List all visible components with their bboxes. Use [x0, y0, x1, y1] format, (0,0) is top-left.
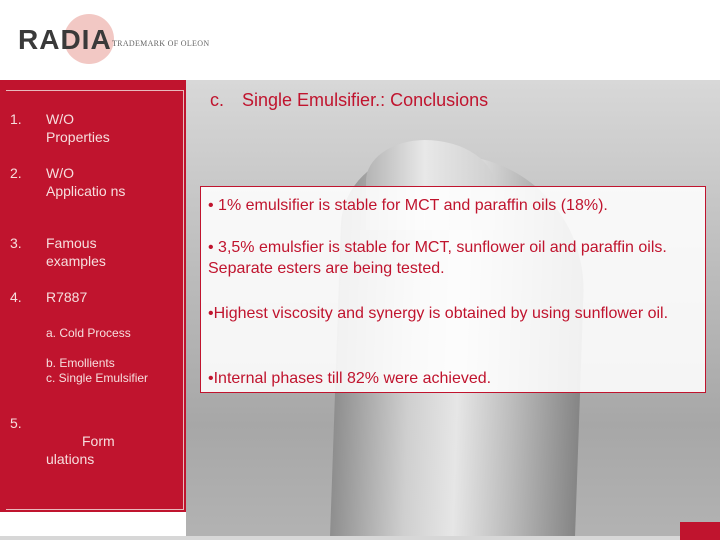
sidebar-subitem-cold-process[interactable]: a. Cold Process	[46, 326, 131, 340]
sidebar-item-number: 4.	[10, 289, 22, 305]
sidebar-item-number: 5.	[10, 415, 22, 431]
logo	[14, 14, 224, 66]
sidebar-item-label: Form ulations	[46, 433, 115, 467]
sidebar-item-number: 3.	[10, 235, 22, 251]
slide-title	[210, 90, 488, 111]
bullet-item: •Internal phases till 82% were achieved.	[208, 370, 492, 387]
footer-line	[0, 536, 720, 540]
sidebar-subitem-single-emulsifier[interactable]: c. Single Emulsifier	[46, 371, 149, 385]
logo-tagline: TRADEMARK OF OLEON	[112, 39, 210, 48]
sidebar-item-number: 2.	[10, 165, 22, 181]
sidebar-subitem-emollients[interactable]: b. Emollients	[46, 356, 115, 370]
bullet-item: • 3,5% emulsfier is stable for MCT, sunflower oil and paraffin oils. Separate esters are being tested.	[208, 239, 667, 277]
slide-title-number: c.	[210, 90, 225, 110]
logo-text: RADIA	[18, 24, 112, 55]
sidebar-item-number: 1.	[10, 111, 22, 127]
conclusions-box	[200, 186, 706, 393]
slide-title-text: Single Emulsifier.: Conclusions	[242, 90, 489, 110]
sidebar-item-label: W/O Properties	[46, 111, 110, 145]
sidebar-item-label: Famous examples	[46, 235, 106, 269]
sidebar-frame	[6, 90, 184, 510]
corner-accent	[680, 522, 720, 540]
bullet-item: • 1% emulsifier is stable for MCT and paraffin oils (18%).	[208, 197, 608, 214]
sidebar-item-label: R7887	[46, 289, 88, 305]
bullet-item: •Highest viscosity and synergy is obtained by using sunflower oil.	[208, 305, 669, 322]
sidebar-item-label: W/O Applicatio ns	[46, 165, 126, 199]
